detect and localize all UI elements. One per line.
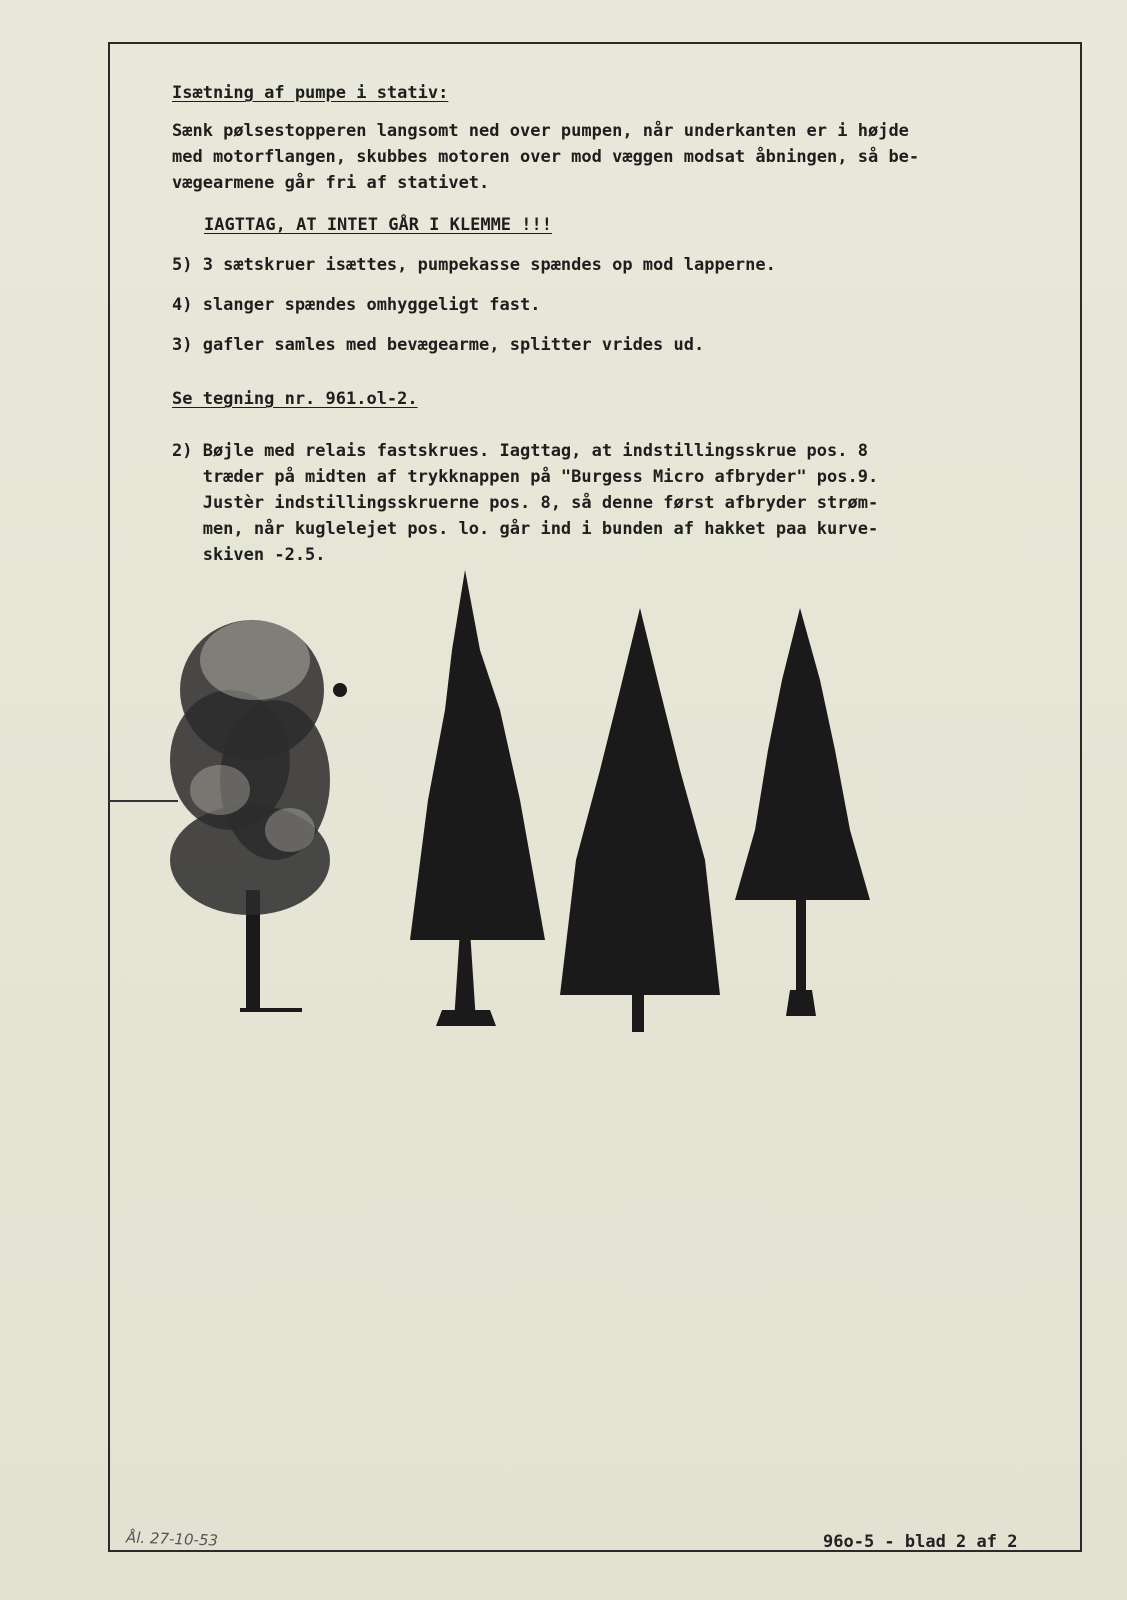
step-3: 3) gafler samles med bevægearme, splitter vrides ud. xyxy=(172,335,705,355)
step-5: 5) 3 sætskruer isættes, pumpekasse spændes op mod lapperne. xyxy=(172,255,776,275)
warning-line: IAGTTAG, AT INTET GÅR I KLEMME !!! xyxy=(204,215,552,235)
step-4: 4) slanger spændes omhyggeligt fast. xyxy=(172,295,541,315)
paragraph-line: Sænk pølsestopperen langsomt ned over pumpen, når underkanten er i højde xyxy=(172,121,909,141)
section-heading: Isætning af pumpe i stativ: xyxy=(172,83,449,103)
deciduous-tree-icon xyxy=(170,620,347,1012)
step-2-line: træder på midten af trykknappen på "Burgess Micro afbryder" pos.9. xyxy=(172,467,879,487)
tree-illustrations xyxy=(160,570,920,1070)
step-2-line: 2) Bøjle med relais fastskrues. Iagttag, at indstillingsskrue pos. 8 xyxy=(172,441,868,461)
spruce-tree-icon xyxy=(560,608,720,1032)
page-reference: 96o-5 - blad 2 af 2 xyxy=(823,1532,1018,1552)
step-2-line: men, når kuglelejet pos. lo. går ind i bunden af hakket paa kurve- xyxy=(172,519,879,539)
narrow-spruce-tree-icon xyxy=(735,608,870,1016)
paragraph-line: med motorflangen, skubbes motoren over mod væggen modsat åbningen, så be- xyxy=(172,147,920,167)
handwritten-date-signature: Ål. 27-10-53 xyxy=(125,1528,219,1550)
step-2-line: skiven -2.5. xyxy=(172,545,326,565)
drawing-reference: Se tegning nr. 961.ol-2. xyxy=(172,389,418,409)
step-2-line: Justèr indstillingsskruerne pos. 8, så denne først afbryder strøm- xyxy=(172,493,879,513)
paragraph-line: vægearmene går fri af stativet. xyxy=(172,173,490,193)
fir-tree-icon xyxy=(410,570,545,1026)
